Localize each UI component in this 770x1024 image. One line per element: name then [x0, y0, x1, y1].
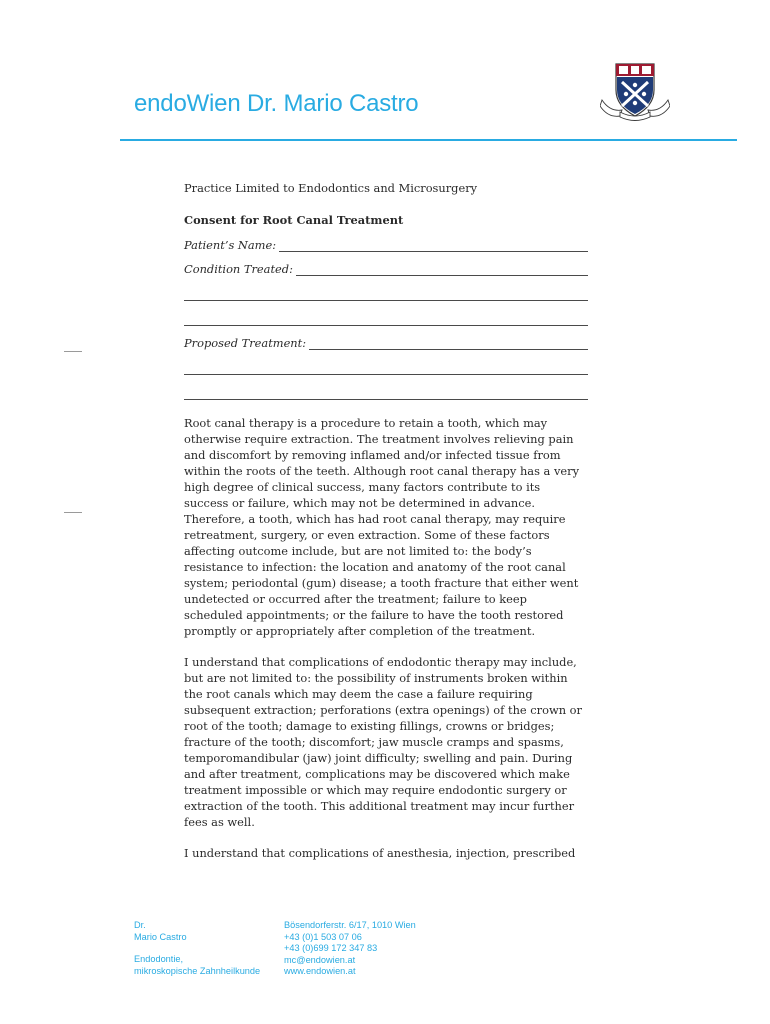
condition-continuation-line[interactable] — [184, 288, 588, 301]
proposed-continuation-line[interactable] — [184, 387, 588, 400]
patient-name-line[interactable] — [279, 239, 588, 252]
footer-contact — [284, 920, 416, 978]
footer-name-line: Dr. — [134, 920, 146, 930]
footer-address: Bösendorferstr. 6/17, 1010 Wien — [284, 920, 416, 930]
condition-treated-label: Condition Treated: — [184, 262, 293, 276]
condition-continuation-line[interactable] — [184, 313, 588, 326]
footer-specialty-line: Endodontie, — [134, 954, 184, 964]
consent-document — [184, 180, 588, 861]
footer-email-link[interactable]: mc@endowien.at — [284, 954, 356, 965]
practice-line: Practice Limited to Endodontics and Microsurgery — [184, 181, 478, 195]
header-rule — [120, 139, 737, 141]
condition-treated-field[interactable] — [184, 260, 588, 276]
footer-phone: +43 (0)699 172 347 83 — [284, 943, 378, 953]
footer-specialty-line: mikroskopische Zahnheilkunde — [134, 965, 261, 976]
footer-name-line: Mario Castro — [134, 931, 187, 942]
university-crest-icon — [600, 60, 670, 122]
patient-name-field[interactable] — [184, 236, 588, 252]
footer-website-link[interactable]: www.endowien.at — [284, 966, 356, 976]
proposed-treatment-label: Proposed Treatment: — [184, 336, 307, 350]
proposed-treatment-field[interactable] — [184, 334, 588, 350]
patient-name-label: Patient’s Name: — [184, 238, 277, 252]
paragraph-anesthesia-complications: I understand that complications of anesthesia, injection, prescribed — [184, 846, 576, 860]
practice-logo: endoWien Dr. Mario Castro — [134, 90, 419, 117]
proposed-continuation-line[interactable] — [184, 362, 588, 375]
fold-mark — [64, 351, 82, 352]
proposed-treatment-line[interactable] — [309, 337, 588, 350]
footer-identity — [134, 920, 260, 977]
paragraph-root-canal-overview: Root canal therapy is a procedure to retain a tooth, which may otherwise require extraction. The treatment involves relieving pain and discomfort by removing inflamed and/or infected tissue from within the roots of the teeth. Although root canal therapy has a very high degree of clinical success, many factors contribute to its success or failure, which may not be determined in advance. Therefore, a tooth, which has had root canal therapy, may require retreatment, surgery, or even extraction. Some of these factors affecting outcome include, but are not limited to: the body’s resistance to infection: the location and anatomy of the root canal system; periodontal (gum) disease; a tooth fracture that either went undetected or occurred after the treatment; failure to keep scheduled appointments; or the failure to have the tooth restored promptly or appropriately after completion of the treatment. — [184, 416, 580, 638]
footer-phone: +43 (0)1 503 07 06 — [284, 931, 362, 942]
condition-treated-line[interactable] — [296, 263, 588, 276]
page-title: Consent for Root Canal Treatment — [184, 213, 404, 227]
fold-mark — [64, 512, 82, 513]
paragraph-endodontic-complications: I understand that complications of endodontic therapy may include, but are not limited to: the possibility of instruments broken within the root canals which may deem the case a failure requiring subsequent extraction; perforations (extra openings) of the crown or root of the tooth; damage to existing fillings, crowns or bridges; fracture of the tooth; discomfort; jaw muscle cramps and spasms, temporomandibular (jaw) joint difficulty; swelling and pain. During and after treatment, complications may be discovered which make treatment impossible or which may require endodontic surgery or extraction of the tooth. This additional treatment may incur further fees as well. — [184, 655, 582, 829]
